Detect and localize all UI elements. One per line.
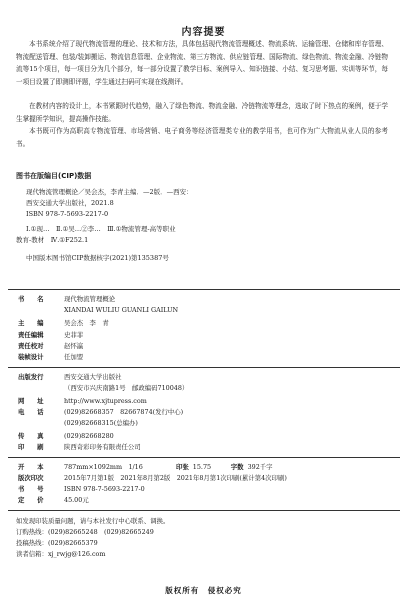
phone-row — [18, 407, 398, 418]
proofreader: 赵怀瀛 — [64, 342, 84, 350]
proofreader-label: 责任校对 — [18, 342, 44, 350]
web-label: 网 址 — [18, 397, 44, 405]
publisher: 西安交通大学出版社 — [64, 373, 122, 381]
phone-2: (029)82668315(总编办) — [64, 419, 138, 427]
edition: 2015年7月第1版 2021年8月第2版 2021年8月第1次印刷(累计第4次印刷) — [64, 474, 287, 482]
phone-label: 电 话 — [18, 408, 44, 416]
design-row — [18, 352, 398, 363]
cip-classification-2: 教育-教材 Ⅳ.①F252.1 — [16, 236, 89, 244]
rights-notice: 版权所有 侵权必究 — [165, 586, 242, 595]
reader-email: 读者信箱：xj_rwjg@126.com — [16, 550, 106, 558]
cip-record-number: 中国版本图书馆CIP数据核字(2021)第135387号 — [26, 254, 169, 262]
size-row — [18, 462, 398, 473]
book-size: 787mm×1092mm 1/16 — [64, 463, 143, 471]
phone-row-2 — [18, 418, 398, 429]
web-row — [18, 396, 398, 407]
publisher-row — [18, 372, 398, 383]
divider-bottom — [8, 510, 400, 511]
editor-label: 主 编 — [18, 319, 44, 327]
sheets: 15.75 — [192, 463, 212, 471]
fax-row — [18, 431, 398, 442]
submission-hotline: 投稿热线：(029)82665379 — [16, 539, 98, 547]
phone-1: (029)82668357 82667874(发行中心) — [64, 408, 184, 416]
resp-editor-label: 责任编辑 — [18, 331, 44, 339]
price: 45.00元 — [64, 496, 89, 504]
fax-label: 传 真 — [18, 432, 44, 440]
isbn-label: 书 号 — [18, 485, 44, 493]
cip-classification-1: Ⅰ.①现… Ⅱ.①吴…②李… Ⅲ.①物流管理-高等职业 — [26, 225, 176, 233]
address-row — [18, 383, 398, 394]
cip-line-1: 现代物流管理概论／吴会杰，李青主编．—2版．—西安： — [26, 188, 193, 196]
price-label: 定 价 — [18, 496, 44, 504]
designer: 任加盟 — [64, 353, 84, 361]
website: http://www.xjtupress.com — [64, 397, 147, 405]
words-label: 字数 — [230, 463, 244, 471]
publisher-address: （西安市兴庆南路1号 邮政编码710048） — [64, 384, 189, 392]
proofreader-row — [18, 341, 398, 352]
summary-paragraph-2: 在教材内容的设计上，本书紧跟时代趋势，融入了绿色物流、物流金融、冷链物流等理念，选取了时下热点的案例，便于学生掌握所学知识，提高操作技能。 — [16, 102, 388, 123]
publisher-label: 出版发行 — [18, 373, 44, 381]
divider-mid-2 — [8, 457, 400, 458]
editor-row — [18, 318, 398, 329]
edition-label: 版次印次 — [18, 474, 44, 482]
summary-paragraph-1: 本书系统介绍了现代物流管理的理论、技术和方法，具体包括现代物流管理概述、物流系统、运输管理、仓储和库存管理、物流配送管理、包装/装卸搬运、物流信息管理、企业物流、第三方物流、供应链管理、国际物流、绿色物流、物流金融、冷链物流等15个项目，每一项目分为几个部分，每一部分设置了教学目标、案例导入、知识链接、小结、复习思考题、实训等环节，每一项目设置了即测即评题，学生通过扫码可实现在线测评。 — [16, 40, 388, 86]
printer-row — [18, 442, 398, 453]
word-count: 392千字 — [247, 463, 273, 471]
edition-row — [18, 473, 398, 484]
summary-title: 内容提要 — [181, 27, 226, 38]
order-hotline: 订购热线：(029)82665248 (029)82665249 — [16, 528, 154, 536]
summary-paragraph-3: 本书既可作为高职高专物流管理、市场营销、电子商务等经济管理类专业的教学用书，也可作为广大物流从业人员的参考书。 — [16, 127, 388, 148]
design-label: 装帧设计 — [18, 353, 44, 361]
divider-mid-1 — [8, 367, 400, 368]
resp-editor: 史菲菲 — [64, 331, 84, 339]
isbn-row — [18, 484, 398, 495]
cip-isbn: ISBN 978-7-5693-2217-0 — [26, 210, 109, 218]
quality-notice: 如发现印装质量问题，请与本社发行中心联系、调换。 — [16, 517, 170, 525]
price-row — [18, 495, 398, 506]
cip-heading: 图书在版编目(CIP)数据 — [16, 172, 92, 180]
isbn: ISBN 978-7-5693-2217-0 — [64, 485, 145, 493]
book-name: 现代物流管理概论 — [64, 295, 116, 303]
resp-editor-row — [18, 330, 398, 341]
fax: (029)82668280 — [64, 432, 114, 440]
book-pinyin: XIANDAI WULIU GUANLI GAILUN — [64, 306, 179, 314]
size-label: 开 本 — [18, 463, 44, 471]
editor: 吴会杰 李 青 — [64, 319, 109, 327]
book-name-row — [18, 294, 398, 305]
pinyin-row — [18, 305, 398, 316]
sheets-label: 印张 — [176, 463, 189, 471]
cip-line-2: 西安交通大学出版社，2021.8 — [26, 199, 114, 207]
printer: 陕西奇彩印务有限责任公司 — [64, 443, 141, 451]
divider-top — [8, 289, 400, 290]
printer-label: 印 刷 — [18, 443, 44, 451]
book-name-label: 书 名 — [18, 295, 44, 303]
